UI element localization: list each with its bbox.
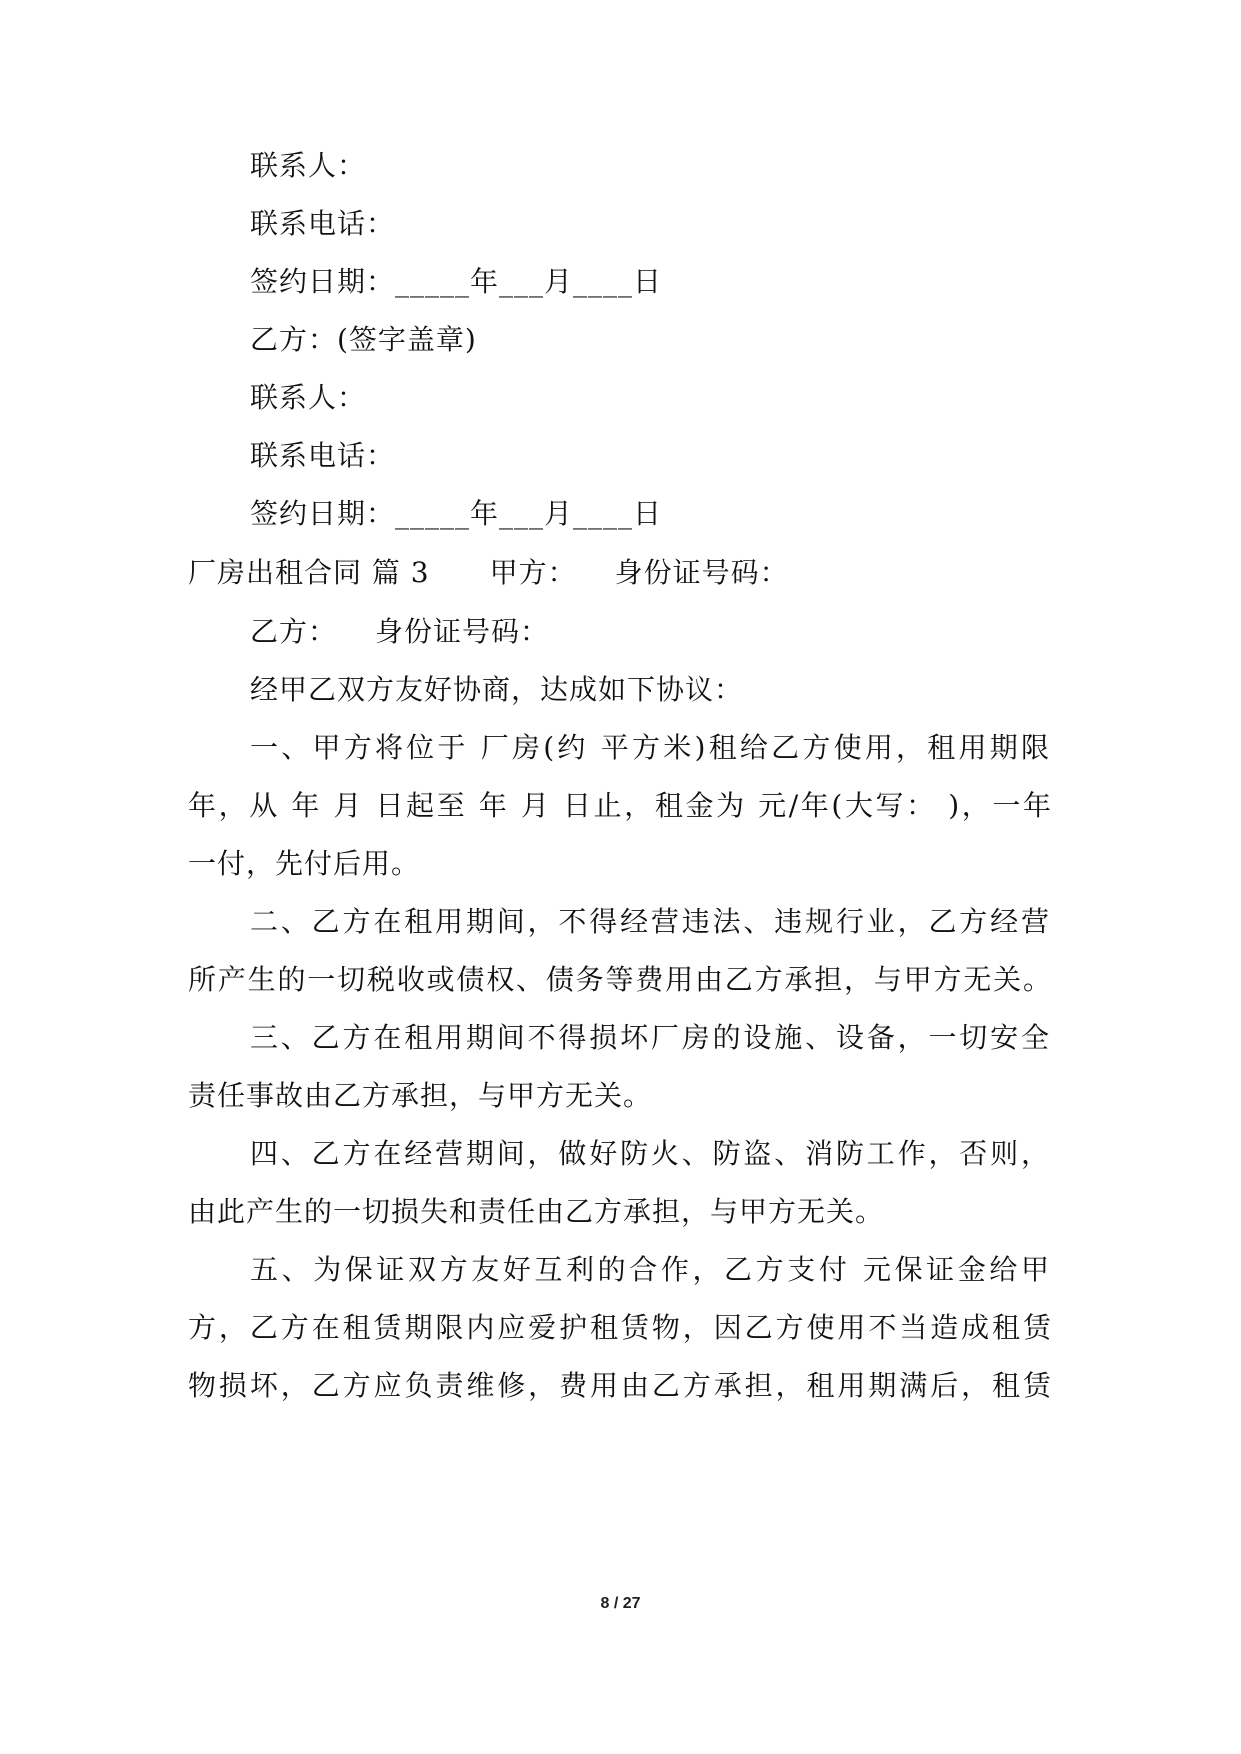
- clause-5-line-3: 物损坏，乙方应负责维修，费用由乙方承担，租用期满后，租赁: [188, 1369, 1052, 1402]
- contact-phone-a: 联系电话：: [250, 207, 396, 240]
- party-a-id-label: 身份证号码：: [614, 556, 789, 589]
- contact-phone-b: 联系电话：: [250, 439, 396, 472]
- party-b-line: [250, 612, 549, 652]
- contract-heading: [188, 553, 789, 593]
- party-b-label: 乙方：: [250, 615, 338, 648]
- party-a-label: 甲方：: [489, 556, 577, 589]
- clause-1-line-3: 一付，先付后用。: [188, 847, 421, 880]
- clause-1-line-2: 年，从 年 月 日起至 年 月 日止，租金为 元/年(大写： )，一年: [188, 789, 1052, 822]
- clause-4-line-2: 由此产生的一切损失和责任由乙方承担，与甲方无关。: [188, 1195, 885, 1228]
- clause-2-line-1: 二、乙方在租用期间，不得经营违法、违规行业，乙方经营: [250, 905, 1050, 938]
- intro-paragraph: 经甲乙双方友好协商，达成如下协议：: [250, 673, 744, 706]
- contract-title: 厂房出租合同 篇 3: [188, 556, 430, 589]
- party-b-signature: 乙方：(签字盖章): [250, 323, 477, 356]
- party-b-id-label: 身份证号码：: [375, 615, 550, 648]
- clause-1-line-1: 一、甲方将位于 厂房(约 平方米)租给乙方使用，租用期限: [250, 731, 1050, 764]
- clause-5-line-1: 五、为保证双方友好互利的合作，乙方支付 元保证金给甲: [250, 1253, 1050, 1286]
- contact-person-a: 联系人：: [250, 149, 367, 182]
- page-number: 8 / 27: [600, 1595, 641, 1612]
- clause-3-line-2: 责任事故由乙方承担，与甲方无关。: [188, 1079, 653, 1112]
- sign-date-b: 签约日期：_____年___月____日: [250, 497, 663, 530]
- clause-4-line-1: 四、乙方在经营期间，做好防火、防盗、消防工作，否则，: [250, 1137, 1050, 1170]
- clause-3-line-1: 三、乙方在租用期间不得损坏厂房的设施、设备，一切安全: [250, 1021, 1050, 1054]
- contact-person-b: 联系人：: [250, 381, 367, 414]
- sign-date-a: 签约日期：_____年___月____日: [250, 265, 663, 298]
- clause-5-line-2: 方，乙方在租赁期限内应爱护租赁物，因乙方使用不当造成租赁: [188, 1311, 1052, 1344]
- clause-2-line-2: 所产生的一切税收或债权、债务等费用由乙方承担，与甲方无关。: [188, 963, 1052, 996]
